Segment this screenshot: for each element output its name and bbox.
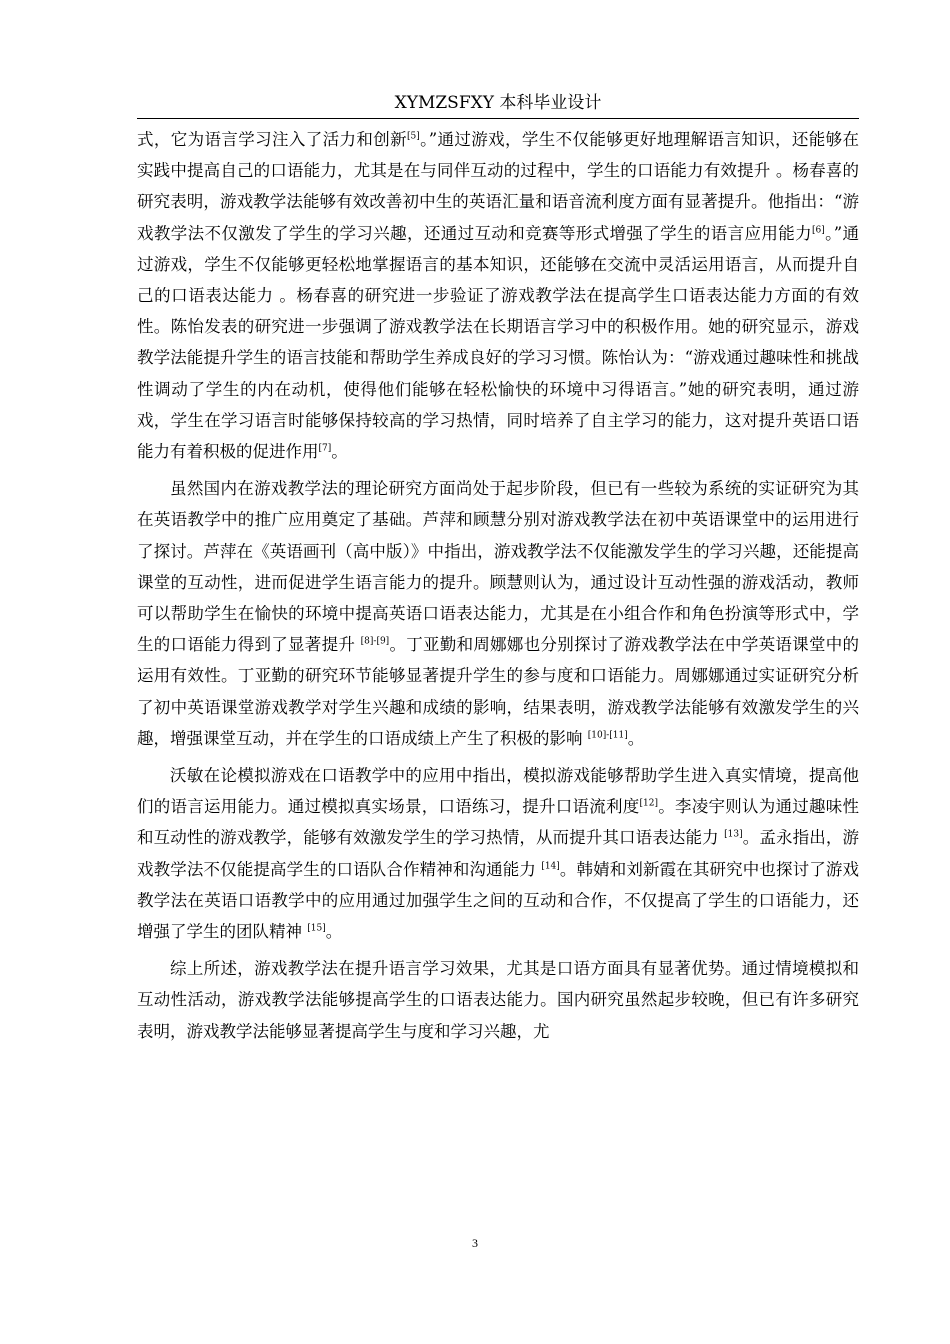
text-run: 。韩婧和刘新霞在其研究中也探讨了游戏教学法在英语口语教学中的应用通过加强学生之间的互动和合作，不仅提高了学生的口语能力，还增强了学生的团队精神 [137,859,860,942]
text-run: 。”通过游戏，学生不仅能够更轻松地掌握语言的基本知识，还能够在交流中灵活运用语言，从而提升自己的口语表达能力 。杨春喜的研究进一步验证了游戏教学法在提高学生口语表达能力方面的有效性。陈怡发表的研究进一步强调了游戏教学法在长期语言学习中的积极作用。她的研究显示，游戏教学法能提升学生的语言技能和帮助学生养成良好的学习习惯。陈怡认为：“游戏通过趣味性和挑战性调动了学生的内在动机，使得他们能够在轻松愉快的环境中习得语言。”她的研究表明，通过游戏，学生在学习语言时能够保持较高的学习热情，同时培养了自主学习的能力，这对提升英语口语能力有着积极的促进作用 [137,223,860,462]
header-divider [137,118,859,119]
text-run: 。 [331,442,348,462]
citation: [12] [639,798,658,809]
citation: [10]-[11] [587,730,628,741]
paragraph-1 [137,124,859,467]
text-run: 虽然国内在游戏教学法的理论研究方面尚处于起步阶段，但已有一些较为系统的实证研究为其在英语教学中的推广应用奠定了基础。芦萍和顾慧分别对游戏教学法在初中英语课堂中的运用进行了探讨。芦萍在《英语画刊（高中版）》中指出，游戏教学法不仅能激发学生的学习兴趣，还能提高课堂的互动性，进而促进学生语言能力的提升。顾慧则认为，通过设计互动性强的游戏活动，教师可以帮助学生在愉快的环境中提高英语口语表达能力，尤其是在小组合作和角色扮演等形式中，学生的口语能力得到了显著提升 [137,479,859,655]
text-run: 综上所述，游戏教学法在提升语言学习效果，尤其是口语方面具有显著优势。通过情境模拟和互动性活动，游戏教学法能够提高学生的口语表达能力。国内研究虽然起步较晚，但已有许多研究表明，游戏教学法能够显著提高学生与度和学习兴趣，尤 [137,959,859,1041]
text-run: 。孟永指出，游戏教学法不仅能提高学生的口语队合作精神和沟通能力 [137,828,859,879]
page-number: 3 [472,1236,478,1250]
citation: [13] [724,829,743,840]
citation: [15] [307,923,326,934]
text-run: 沃敏在论模拟游戏在口语教学中的应用中指出，模拟游戏能够帮助学生进入真实情境，提高他们的语言运用能力。通过模拟真实场景，口语练习，提升口语流利度 [137,766,859,817]
citation: [6] [811,225,825,236]
text-run: 。丁亚勤和周娜娜也分别探讨了游戏教学法在中学英语课堂中的运用有效性。丁亚勤的研究环节能够显著提升学生的参与度和口语能力。周娜娜通过实证研究分析了初中英语课堂游戏教学对学生兴趣和成绩的影响，结果表明，游戏教学法能够有效激发学生的兴趣，增强课堂互动，并在学生的口语成绩上产生了积极的影响 [137,635,860,748]
text-run: 式，它为语言学习注入了活力和创新 [137,130,407,149]
paragraph-4 [137,953,859,1047]
text-run: 。”通过游戏，学生不仅能够更好地理解语言知识，还能够在实践中提高自己的口语能力，尤其是在与同伴互动的过程中，学生的口语能力有效提升 。杨春喜的研究表明，游戏教学法能够有效改善初中生的英语汇量和语音流利度方面有显著提升。他指出：“游戏教学法不仅激发了学生的学习兴趣，还通过互动和竞赛等形式增强了学生的语言应用能力 [137,130,860,243]
paragraph-2 [137,473,859,754]
body-text [137,124,859,1047]
page-header-title: XYMZSFXY 本科毕业设计 [394,93,602,113]
text-run: 。李凌宇则认为通过趣味性和互动性的游戏教学，能够有效激发学生的学习热情，从而提升其口语表达能力 [137,797,860,848]
paragraph-3 [137,760,859,947]
citation: [5] [406,131,420,142]
citation: [7] [318,443,332,454]
text-run: 。 [627,728,645,748]
citation: [14] [541,861,560,872]
citation: [8]-[9] [360,636,390,647]
text-run: 。 [325,922,343,942]
